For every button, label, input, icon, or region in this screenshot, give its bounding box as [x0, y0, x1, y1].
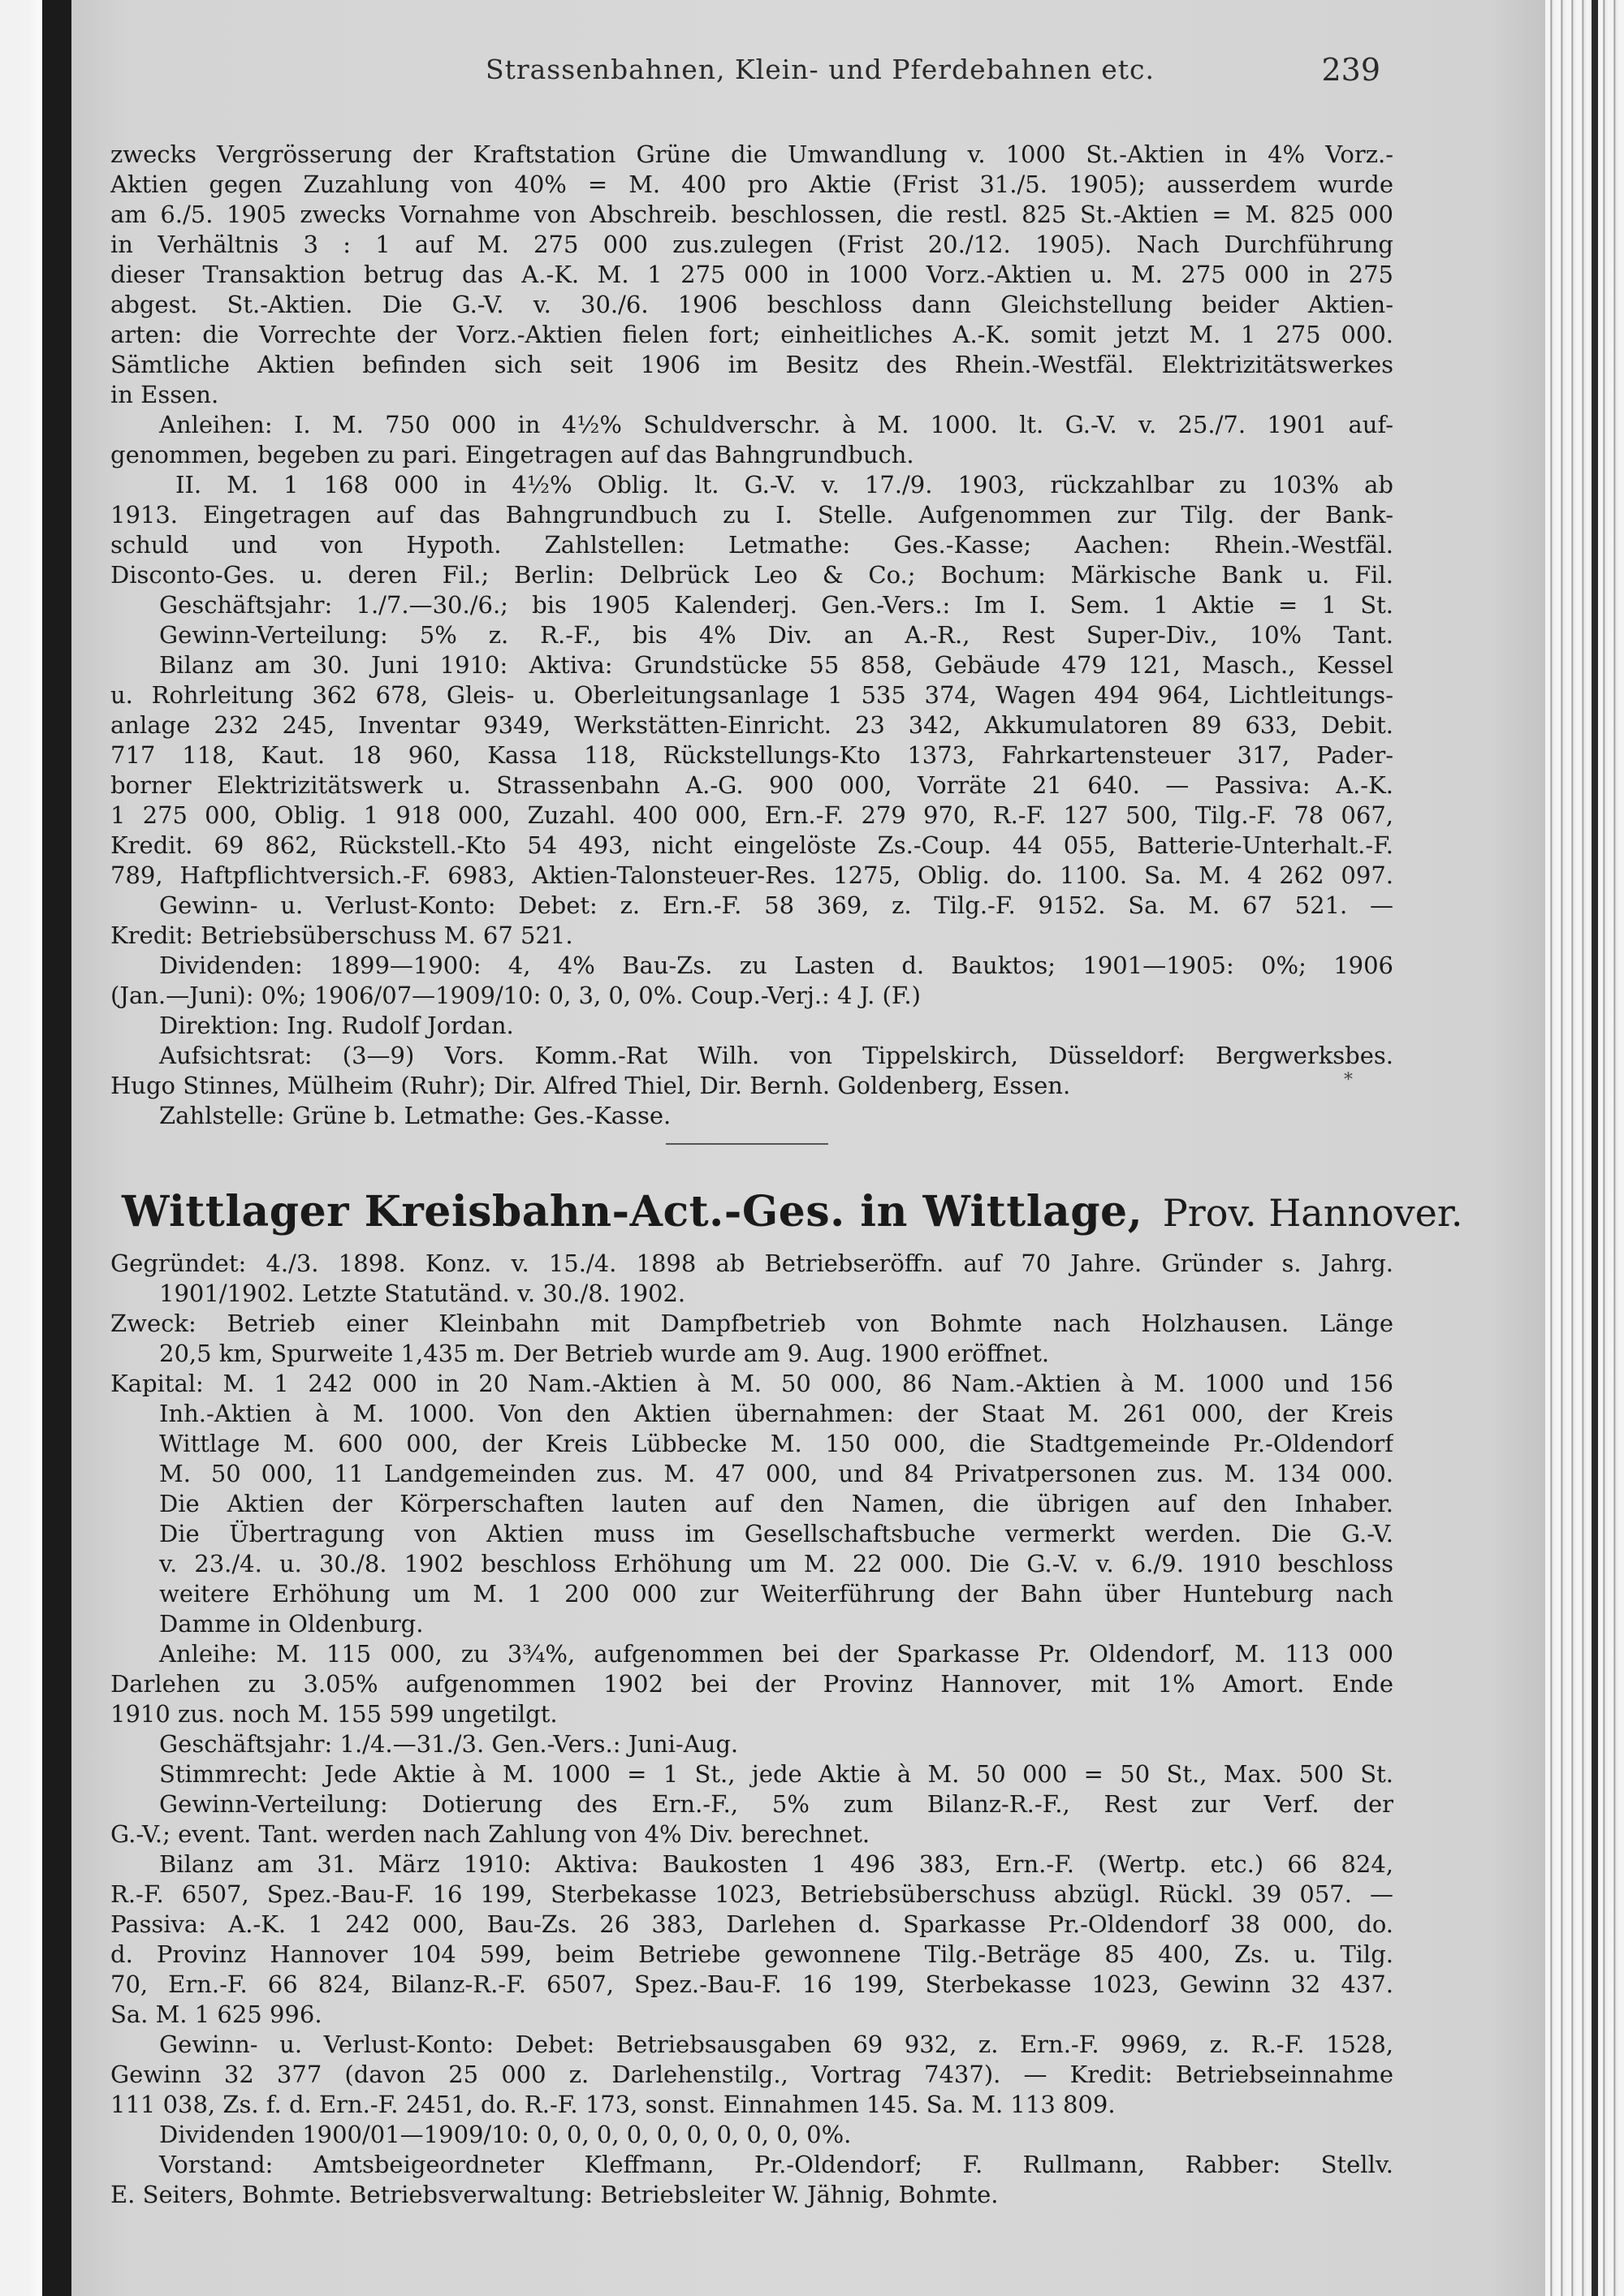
text-line: 717 118, Kaut. 18 960, Kassa 118, Rückstellungs-Kto 1373, Fahrkartensteuer 317, Pader- — [110, 741, 1393, 769]
text-line: Kredit. 69 862, Rückstell.-Kto 54 493, nicht eingelöste Zs.-Coup. 44 055, Batterie-Unterhalt.-F. — [110, 831, 1393, 859]
text-line: Passiva: A.-K. 1 242 000, Bau-Zs. 26 383, Darlehen d. Sparkasse Pr.-Oldendorf 38 000, do. — [110, 1910, 1393, 1938]
zweck-line: Zweck: Betrieb einer Kleinbahn mit Dampfbetrieb von Bohmte nach Holzhausen. Länge — [110, 1310, 1393, 1337]
kapital-line: Kapital: M. 1 242 000 in 20 Nam.-Aktien à M. 50 000, 86 Nam.-Aktien à M. 1000 und 156 — [110, 1370, 1393, 1397]
text-line: arten: die Vorrechte der Vorz.-Aktien fielen fort; einheitliches A.-K. somit jetzt M. 1 275 000. — [110, 321, 1393, 348]
company-province: Prov. Hannover. — [1162, 1191, 1463, 1235]
text-line: Wittlage M. 600 000, der Kreis Lübbecke M. 150 000, die Stadtgemeinde Pr.-Oldendorf — [159, 1430, 1393, 1457]
stimmrecht-line: Stimmrecht: Jede Aktie à M. 1000 = 1 St., jede Aktie à M. 50 000 = 50 St., Max. 500 St. — [159, 1760, 1393, 1788]
text-line: am 6./5. 1905 zwecks Vornahme von Abschreib. beschlossen, die restl. 825 St.-Aktien = M. 825 000 — [110, 201, 1393, 228]
text-line: Die Aktien der Körperschaften lauten auf den Namen, die übrigen auf den Inhaber. — [159, 1490, 1393, 1517]
guv-heading: Gewinn- u. Verlust-Konto: Debet: Betriebsausgaben 69 932, z. Ern.-F. 9969, z. R.-F. 1528, — [159, 2031, 1393, 2058]
text-line: 789, Haftpflichtversich.-F. 6983, Aktien-Talonsteuer-Res. 1275, Oblig. do. 1100. Sa. M. 4 262 097. — [110, 861, 1393, 889]
vorstand-line: Vorstand: Amtsbeigeordneter Kleffmann, Pr.-Oldendorf; F. Rullmann, Rabber: Stellv. — [159, 2151, 1393, 2178]
text-line: dieser Transaktion betrug das A.-K. M. 1 275 000 in 1000 Vorz.-Aktien u. M. 275 000 in 275 — [110, 261, 1393, 288]
guv-heading: Gewinn- u. Verlust-Konto: Debet: z. Ern.-F. 58 369, z. Tilg.-F. 9152. Sa. M. 67 521. — — [159, 891, 1393, 919]
gegruendet-line: Gegründet: 4./3. 1898. Konz. v. 15./4. 1898 ab Betriebseröffn. auf 70 Jahre. Gründer s. Jahrg. — [110, 1249, 1393, 1277]
geschaeftsjahr-line: Geschäftsjahr: 1./4.—31./3. Gen.-Vers.: Juni-Aug. — [159, 1730, 739, 1758]
text-line: R.-F. 6507, Spez.-Bau-F. 16 199, Sterbekasse 1023, Betriebsüberschuss abzügl. Rückl. 39 057. — — [110, 1880, 1393, 1908]
text-line: 111 038, Zs. f. d. Ern.-F. 2451, do. R.-F. 173, sonst. Einnahmen 145. Sa. M. 113 809. — [110, 2091, 1116, 2118]
text-line: in Essen. — [110, 381, 219, 408]
text-line: Hugo Stinnes, Mülheim (Ruhr); Dir. Alfred Thiel, Dir. Bernh. Goldenberg, Essen. — [110, 1072, 1071, 1099]
text-line: borner Elektrizitätswerk u. Strassenbahn A.-G. 900 000, Vorräte 21 640. — Passiva: A.-K. — [110, 771, 1393, 799]
text-line: 1910 zus. noch M. 155 599 ungetilgt. — [110, 1700, 558, 1728]
zahlstelle-line: Zahlstelle: Grüne b. Letmathe: Ges.-Kasse. — [159, 1102, 672, 1129]
text-line: in Verhältnis 3 : 1 auf M. 275 000 zus.zulegen (Frist 20./12. 1905). Nach Durchführung — [110, 231, 1393, 258]
asterisk-mark: * — [1344, 1070, 1353, 1090]
page-edges — [1545, 0, 1624, 2296]
text-line: 1913. Eingetragen auf das Bahngrundbuch zu I. Stelle. Aufgenommen zur Tilg. der Bank- — [110, 501, 1393, 529]
text-line: 70, Ern.-F. 66 824, Bilanz-R.-F. 6507, Spez.-Bau-F. 16 199, Sterbekasse 1023, Gewinn 32 437. — [110, 1970, 1393, 1998]
gewinn-verteilung-line: Gewinn-Verteilung: 5% z. R.-F., bis 4% Div. an A.-R., Rest Super-Div., 10% Tant. — [159, 621, 1393, 649]
text-line: Kredit: Betriebsüberschuss M. 67 521. — [110, 921, 573, 949]
text-line: 1 275 000, Oblig. 1 918 000, Zuzahl. 400 000, Ern.-F. 279 970, R.-F. 127 500, Tilg.-F. 78 067, — [110, 801, 1393, 829]
text-line: 1901/1902. Letzte Statutänd. v. 30./8. 1902. — [159, 1280, 686, 1307]
text-line: Inh.-Aktien à M. 1000. Von den Aktien übernahmen: der Staat M. 261 000, der Kreis — [159, 1400, 1393, 1427]
binding-shadow — [42, 0, 71, 2296]
company-name: Wittlager Kreisbahn-Act.-Ges. in Wittlage, — [122, 1187, 1143, 1236]
text-line: Aktien gegen Zuzahlung von 40% = M. 400 pro Aktie (Frist 31./5. 1905); ausserdem wurde — [110, 170, 1393, 198]
text-line: Gewinn 32 377 (davon 25 000 z. Darlehenstilg., Vortrag 7437). — Kredit: Betriebseinnahme — [110, 2061, 1393, 2088]
company-heading — [122, 1185, 1463, 1239]
running-title: Strassenbahnen, Klein- und Pferdebahnen etc. — [485, 54, 1155, 85]
text-line: zwecks Vergrösserung der Kraftstation Grüne die Umwandlung v. 1000 St.-Aktien in 4% Vorz.- — [110, 140, 1393, 168]
text-line: d. Provinz Hannover 104 599, beim Betriebe gewonnene Tilg.-Beträge 85 400, Zs. u. Tilg. — [110, 1940, 1393, 1968]
text-line: anlage 232 245, Inventar 9349, Werkstätten-Einricht. 23 342, Akkumulatoren 89 633, Debit. — [110, 711, 1393, 739]
text-line: Sämtliche Aktien befinden sich seit 1906 im Besitz des Rhein.-Westfäl. Elektrizitätswerkes — [110, 351, 1393, 378]
text-line: G.-V.; event. Tant. werden nach Zahlung von 4% Div. berechnet. — [110, 1820, 870, 1848]
text-line: abgest. St.-Aktien. Die G.-V. v. 30./6. 1906 beschloss dann Gleichstellung beider Aktien- — [110, 291, 1393, 318]
page-edge-line — [1592, 0, 1598, 2296]
dividenden-line: Dividenden: 1899—1900: 4, 4% Bau-Zs. zu Lasten d. Bauktos; 1901—1905: 0%; 1906 — [159, 952, 1393, 979]
anleihen-heading: Anleihen: I. M. 750 000 in 4½% Schuldverschr. à M. 1000. lt. G.-V. v. 25./7. 1901 auf- — [159, 411, 1393, 438]
aufsichtsrat-line: Aufsichtsrat: (3—9) Vors. Komm.-Rat Wilh. von Tippelskirch, Düsseldorf: Bergwerksbes. — [159, 1042, 1393, 1069]
text-line: schuld und von Hypoth. Zahlstellen: Letmathe: Ges.-Kasse; Aachen: Rhein.-Westfäl. — [110, 531, 1393, 559]
anleihe-line: Anleihe: M. 115 000, zu 3¾%, aufgenommen bei der Sparkasse Pr. Oldendorf, M. 113 000 — [159, 1640, 1393, 1668]
text-line: Damme in Oldenburg. — [159, 1610, 424, 1638]
left-margin — [0, 0, 47, 2296]
geschaeftsjahr-line: Geschäftsjahr: 1./7.—30./6.; bis 1905 Kalenderj. Gen.-Vers.: Im I. Sem. 1 Aktie = 1 St. — [159, 591, 1393, 619]
text-line: E. Seiters, Bohmte. Betriebsverwaltung: Betriebsleiter W. Jähnig, Bohmte. — [110, 2181, 999, 2208]
text-line: 20,5 km, Spurweite 1,435 m. Der Betrieb wurde am 9. Aug. 1900 eröffnet. — [159, 1340, 1050, 1367]
text-line: weitere Erhöhung um M. 1 200 000 zur Weiterführung der Bahn über Hunteburg nach — [159, 1580, 1393, 1608]
direktion-line: Direktion: Ing. Rudolf Jordan. — [159, 1012, 514, 1039]
section-divider — [666, 1143, 828, 1145]
text-line: (Jan.—Juni): 0%; 1906/07—1909/10: 0, 3, 0, 0%. Coup.-Verj.: 4 J. (F.) — [110, 982, 921, 1009]
text-line: Die Übertragung von Aktien muss im Gesellschaftsbuche vermerkt werden. Die G.-V. — [159, 1520, 1393, 1547]
bilanz-heading: Bilanz am 31. März 1910: Aktiva: Baukosten 1 496 383, Ern.-F. (Wertp. etc.) 66 824, — [159, 1850, 1393, 1878]
text-line: genommen, begeben zu pari. Eingetragen auf das Bahngrundbuch. — [110, 441, 914, 468]
page-number: 239 — [1321, 52, 1380, 88]
text-line: v. 23./4. u. 30./8. 1902 beschloss Erhöhung um M. 22 000. Die G.-V. v. 6./9. 1910 beschloss — [159, 1550, 1393, 1577]
text-line: Sa. M. 1 625 996. — [110, 2000, 322, 2028]
gewinn-verteilung-line: Gewinn-Verteilung: Dotierung des Ern.-F., 5% zum Bilanz-R.-F., Rest zur Verf. der — [159, 1790, 1393, 1818]
text-line: Darlehen zu 3.05% aufgenommen 1902 bei der Provinz Hannover, mit 1% Amort. Ende — [110, 1670, 1393, 1698]
bilanz-heading: Bilanz am 30. Juni 1910: Aktiva: Grundstücke 55 858, Gebäude 479 121, Masch., Kessel — [159, 651, 1393, 679]
dividenden-line: Dividenden 1900/01—1909/10: 0, 0, 0, 0, 0, 0, 0, 0, 0, 0%. — [159, 2121, 852, 2148]
text-line: M. 50 000, 11 Landgemeinden zus. M. 47 000, und 84 Privatpersonen zus. M. 134 000. — [159, 1460, 1393, 1487]
text-line: II. M. 1 168 000 in 4½% Oblig. lt. G.-V. v. 17./9. 1903, rückzahlbar zu 103% ab — [175, 471, 1393, 498]
text-line: u. Rohrleitung 362 678, Gleis- u. Oberleitungsanlage 1 535 374, Wagen 494 964, Lichtleitungs- — [110, 681, 1393, 709]
text-line: Disconto-Ges. u. deren Fil.; Berlin: Delbrück Leo & Co.; Bochum: Märkische Bank u. Fil. — [110, 561, 1393, 589]
